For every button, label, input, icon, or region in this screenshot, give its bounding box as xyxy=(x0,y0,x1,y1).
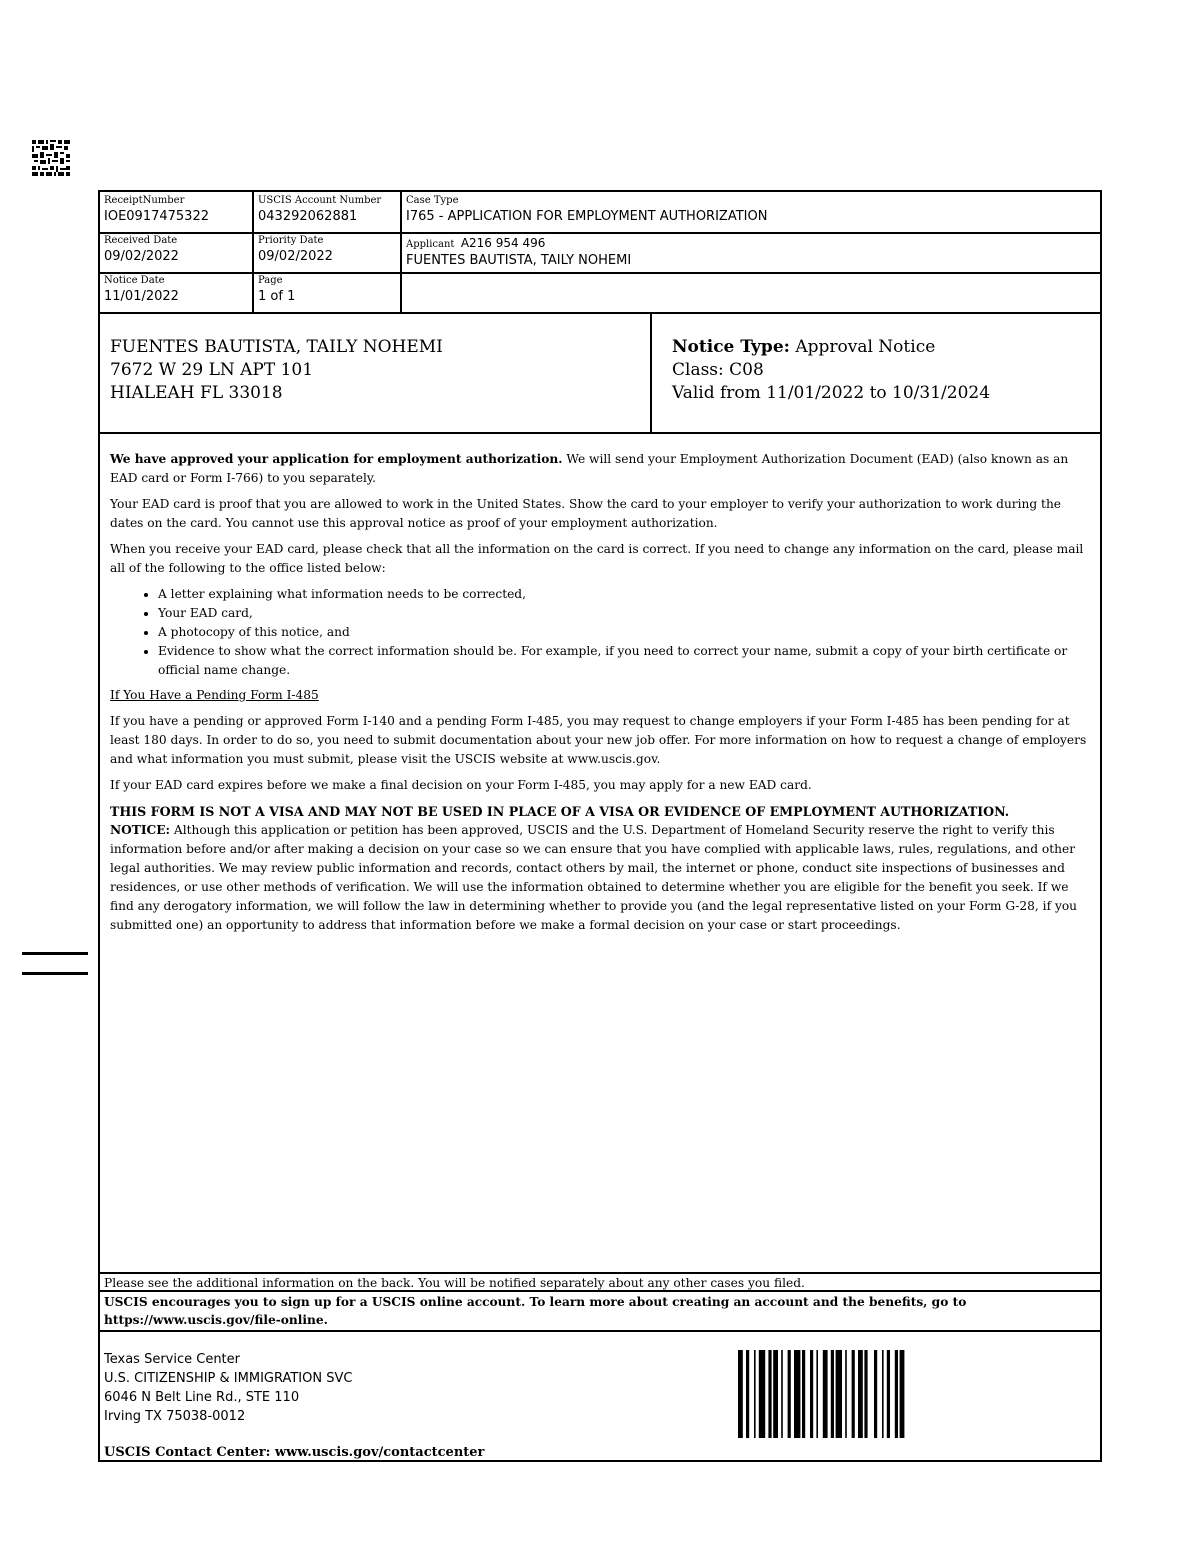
priority-date-value: 09/02/2022 xyxy=(258,249,333,264)
page-value: 1 of 1 xyxy=(258,289,296,304)
header-row-3 xyxy=(100,272,1100,314)
page-label: Page xyxy=(258,275,283,286)
priority-date-label: Priority Date xyxy=(258,235,324,246)
paragraph-ead-expires: If your EAD card expires before we make a final decision on your Form I-485, you may apply for a new EAD card. xyxy=(110,778,812,792)
service-line: 6046 N Belt Line Rd., STE 110 xyxy=(104,1390,300,1405)
service-center-address xyxy=(104,1350,352,1426)
paragraph-ead-proof: Your EAD card is proof that you are allowed to work in the United States. Show the card to your employer to verify your authorization to work during the dates on the card. You cannot use this approval notice as proof of your employment authorization. xyxy=(110,497,1062,530)
qr-code-icon xyxy=(32,140,70,176)
online-account-note: USCIS encourages you to sign up for a USCIS online account. To learn more about creating an account and the benefits, go to https://www.uscis.gov/file-online. xyxy=(100,1292,1100,1332)
empty-cell xyxy=(400,272,1100,312)
receipt-number-value: IOE0917475322 xyxy=(104,209,209,224)
priority-date-cell xyxy=(252,232,400,272)
service-line: Texas Service Center xyxy=(104,1352,240,1367)
applicant-header xyxy=(406,234,1096,252)
case-type-label: Case Type xyxy=(406,195,459,206)
notice-date-label: Notice Date xyxy=(104,275,165,286)
class-line: Class: C08 xyxy=(672,360,764,380)
notice-type-label: Notice Type: xyxy=(672,337,790,357)
applicant-number: A216 954 496 xyxy=(460,236,546,250)
received-date-value: 09/02/2022 xyxy=(104,249,179,264)
list-item: • Your EAD card, xyxy=(158,604,1092,623)
barcode-icon xyxy=(738,1350,966,1438)
additional-info-note: Please see the additional information on the back. You will be notified separately about any other cases you filed. xyxy=(100,1272,1100,1292)
contact-center: USCIS Contact Center: www.uscis.gov/contactcenter xyxy=(104,1445,485,1460)
applicant-name: FUENTES BAUTISTA, TAILY NOHEMI xyxy=(406,253,632,268)
valid-line: Valid from 11/01/2022 to 10/31/2024 xyxy=(672,383,991,403)
approved-rest: We will send your Employment Authorization Document (EAD) (also known as an EAD card or Form I-766) to you separately. xyxy=(110,452,1069,485)
notice-info xyxy=(652,314,1100,432)
applicant-label: Applicant xyxy=(406,239,455,250)
service-line: Irving TX 75038-0012 xyxy=(104,1409,246,1424)
recipient-address xyxy=(100,314,652,432)
notice-date-value: 11/01/2022 xyxy=(104,289,179,304)
list-item: • A photocopy of this notice, and xyxy=(158,623,1092,642)
notice-date-cell xyxy=(100,272,252,312)
notice-text: Although this application or petition has been approved, USCIS and the U.S. Department of Homeland Security reserve the right to verify this information before and/or after making a decision on your case so we can ensure that you have complied with applicable laws, rules, regulations, and other legal authorities. We may review public information and records, contact others by mail, the internet or phone, conduct site inspections of businesses and residences, or use other methods of verification. We will use the information obtained to determine whether you are eligible for the benefit you seek. If we find any derogatory information, we will follow the law in determining whether to provide you (and the legal representative listed on your Form G-28, if you submitted one) an opportunity to address that information before we make a formal decision on your case or start proceedings. xyxy=(110,823,1078,932)
margin-mark xyxy=(22,952,88,955)
received-date-label: Received Date xyxy=(104,235,178,246)
header-row-1 xyxy=(100,192,1100,234)
recipient-street: 7672 W 29 LN APT 101 xyxy=(110,360,314,380)
account-number-label: USCIS Account Number xyxy=(258,195,382,206)
approved-statement: We have approved your application for employment authorization. xyxy=(110,452,563,466)
margin-mark xyxy=(22,972,88,975)
receipt-number-cell xyxy=(100,192,252,232)
recipient-name: FUENTES BAUTISTA, TAILY NOHEMI xyxy=(110,337,443,357)
recipient-city: HIALEAH FL 33018 xyxy=(110,383,283,403)
pending-heading xyxy=(110,686,1092,705)
not-a-visa-statement: THIS FORM IS NOT A VISA AND MAY NOT BE USED IN PLACE OF A VISA OR EVIDENCE OF EMPLOYMENT AUTHORIZATION. xyxy=(110,804,1010,819)
notice-body xyxy=(110,450,1092,942)
correction-list xyxy=(110,585,1092,680)
applicant-cell xyxy=(400,232,1100,272)
approval-notice xyxy=(98,190,1102,1462)
paragraph-check-card: When you receive your EAD card, please check that all the information on the card is correct. If you need to change any information on the card, please mail all of the following to the office listed below: xyxy=(110,542,1084,575)
address-block xyxy=(100,314,1100,434)
list-item: • A letter explaining what information needs to be corrected, xyxy=(158,585,1092,604)
header-row-2 xyxy=(100,232,1100,274)
account-number-value: 043292062881 xyxy=(258,209,358,224)
receipt-number-label: ReceiptNumber xyxy=(104,195,185,206)
notice-label: NOTICE: xyxy=(110,823,171,837)
service-line: U.S. CITIZENSHIP & IMMIGRATION SVC xyxy=(104,1371,353,1386)
page-cell xyxy=(252,272,400,312)
paragraph-change-employers: If you have a pending or approved Form I-140 and a pending Form I-485, you may request to change employers if your Form I-485 has been pending for at least 180 days. In order to do so, you need to submit documentation about your new job offer. For more information on how to request a change of employers and what information you must submit, please visit the USCIS website at www.uscis.gov. xyxy=(110,714,1087,766)
pending-heading-text: If You Have a Pending Form I-485 xyxy=(110,688,319,702)
paragraph-notice xyxy=(110,821,1092,935)
notice-type-line xyxy=(672,336,1080,359)
account-number-cell xyxy=(252,192,400,232)
case-type-value: I765 - APPLICATION FOR EMPLOYMENT AUTHORIZATION xyxy=(406,209,768,224)
notice-type-value: Approval Notice xyxy=(795,337,936,357)
received-date-cell xyxy=(100,232,252,272)
case-type-cell xyxy=(400,192,1100,232)
list-item: • Evidence to show what the correct information should be. For example, if you need to correct your name, submit a copy of your birth certificate or official name change. xyxy=(158,642,1092,680)
paragraph-approved xyxy=(110,450,1092,488)
